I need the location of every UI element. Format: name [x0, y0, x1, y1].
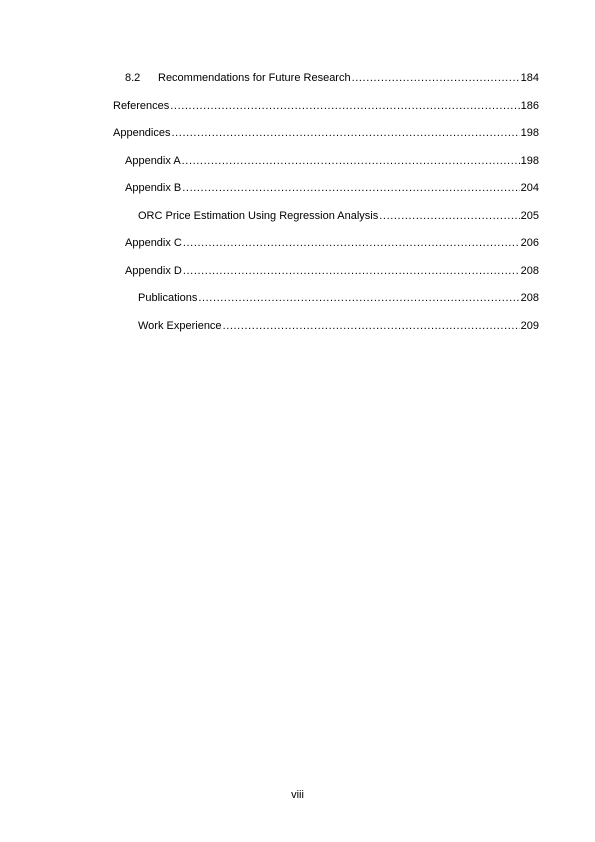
toc-entry-appendices[interactable] [113, 126, 539, 140]
toc-dot-leader [379, 209, 519, 223]
toc-entry-appendix-a[interactable] [125, 154, 539, 168]
toc-section-number: 8.2 [125, 72, 141, 84]
page-number: viii [291, 789, 304, 801]
toc-entry-title: Appendix A [125, 155, 181, 167]
toc-page-number: 198 [520, 127, 539, 139]
toc-entry-recommendations[interactable] [125, 71, 539, 85]
toc-dot-leader [172, 126, 520, 140]
toc-dot-leader [198, 291, 519, 305]
toc-dot-leader [170, 99, 519, 113]
toc-page-number: 209 [520, 320, 539, 332]
toc-entry-title: Appendices [113, 127, 171, 139]
toc-entry-publications[interactable] [138, 291, 539, 305]
toc-dot-leader [182, 154, 520, 168]
toc-page-number: 184 [520, 72, 539, 84]
toc-page-number: 208 [520, 265, 539, 277]
toc-entry-title: Appendix B [125, 182, 182, 194]
toc-entry-appendix-b[interactable] [125, 181, 539, 195]
toc-entry-title: ORC Price Estimation Using Regression Analysis [138, 210, 379, 222]
toc-entry-title: Work Experience [138, 320, 222, 332]
toc-dot-leader [352, 71, 520, 85]
toc-entry-title: Recommendations for Future Research [158, 72, 351, 84]
toc-entry-orc-price-estimation[interactable] [138, 209, 539, 223]
toc-entry-appendix-d[interactable] [125, 264, 539, 278]
toc-page-number: 206 [520, 237, 539, 249]
toc-entry-work-experience[interactable] [138, 319, 539, 333]
toc-page-number: 204 [520, 182, 539, 194]
toc-page-number: 186 [520, 100, 539, 112]
toc-entry-references[interactable] [113, 99, 539, 113]
toc-dot-leader [182, 181, 519, 195]
toc-page-number: 198 [520, 155, 539, 167]
toc-entry-title: Publications [138, 292, 198, 304]
toc-entry-title: Appendix C [125, 237, 182, 249]
toc-entry-title: References [113, 100, 170, 112]
toc-entry-appendix-c[interactable] [125, 236, 539, 250]
toc-entry-title: Appendix D [125, 265, 182, 277]
toc-page-number: 205 [520, 210, 539, 222]
toc-dot-leader [183, 264, 520, 278]
toc-page-number: 208 [520, 292, 539, 304]
toc-dot-leader [223, 319, 520, 333]
toc-dot-leader [183, 236, 520, 250]
